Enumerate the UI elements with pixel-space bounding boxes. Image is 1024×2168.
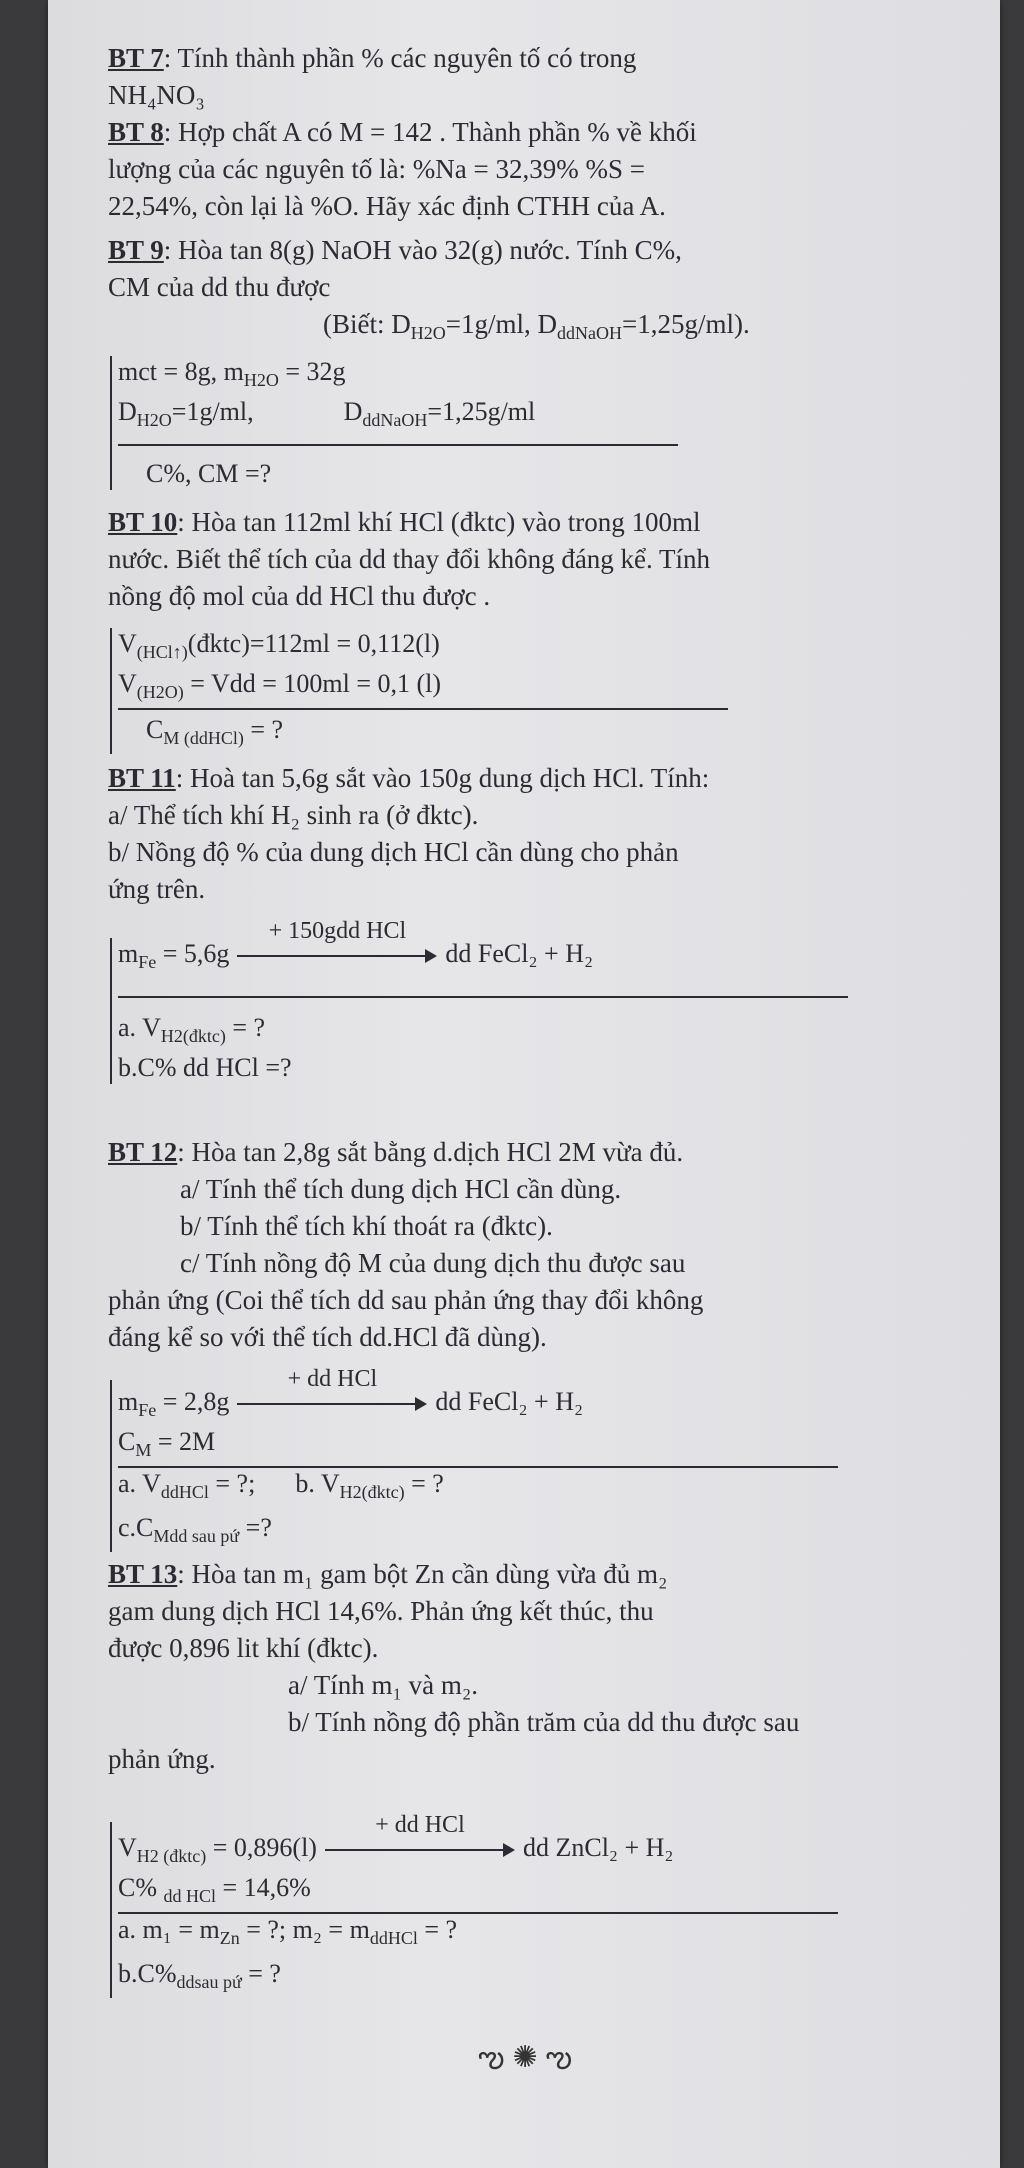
find-text: a. m₁ = m <box>118 1915 220 1944</box>
reaction-arrow <box>237 1366 427 1415</box>
given-text: V <box>118 1833 137 1862</box>
exercise-text: : Hòa tan 2,8g sắt bằng d.dịch HCl 2M vừa đủ. <box>177 1137 684 1167</box>
find <box>118 710 728 754</box>
given-sub: dd HCl <box>163 1886 217 1906</box>
given-sub: (HCl↑) <box>136 642 188 662</box>
given-text: D <box>343 397 363 426</box>
given-text: m <box>118 1387 139 1416</box>
given-sub: M <box>135 1440 152 1460</box>
find-text: b.C% dd HCl =? <box>118 1053 292 1082</box>
arrow-label: + 150gdd HCl <box>268 918 407 945</box>
exercise-text: gam dung dịch HCl 14,6%. Phản ứng kết thúc, thu <box>108 1596 654 1626</box>
find-text: = ? <box>241 1959 281 1988</box>
given-sub: Fe <box>138 1400 157 1420</box>
given-sub: ddNaOH <box>362 410 428 430</box>
exercise-text: nồng độ mol của dd HCl thu được . <box>108 581 491 611</box>
exercise-9-given <box>110 356 678 490</box>
exercise-formula: NH₄NO₃ <box>108 80 205 110</box>
worksheet-page <box>48 0 1000 2168</box>
exercise-text: lượng của các nguyên tố là: %Na = 32,39% %S = <box>108 154 645 184</box>
given-text: =1g/ml, <box>171 397 254 426</box>
exercise-text: b/ Tính thể tích khí thoát ra (đktc). <box>180 1211 553 1241</box>
exercise-13-given <box>110 1812 838 1998</box>
arrow-label: + dd HCl <box>287 1366 378 1393</box>
exercise-text: : Tính thành phần % các nguyên tố có trong <box>163 43 637 73</box>
exercise-7 <box>108 40 948 114</box>
reaction-arrow <box>325 1812 515 1861</box>
find-text: = ? <box>225 1013 266 1042</box>
exercise-text: đáng kể so với thể tích dd.HCl đã dùng). <box>108 1322 547 1352</box>
exercise-label: BT 12 <box>108 1137 178 1167</box>
find: C%, CM =? <box>146 459 272 488</box>
exercise-text: được 0,896 lit khí (đktc). <box>108 1633 379 1663</box>
exercise-12-given <box>110 1366 838 1552</box>
exercise-11 <box>108 760 948 908</box>
find-sub: Zn <box>219 1928 240 1948</box>
given-text: = Vdd = 100ml = 0,1 (l) <box>183 669 442 698</box>
given-text: = 32g <box>278 357 346 386</box>
find-sub: ddHCl <box>160 1482 209 1502</box>
find-sub: M (ddHCl) <box>163 728 244 748</box>
exercise-text: a/ Tính m₁ và m₂. <box>288 1670 479 1700</box>
reaction-arrow <box>237 918 437 967</box>
find-text: = ?; m₂ = m <box>239 1915 370 1944</box>
find-text: b. V <box>295 1469 340 1498</box>
find-sub: ddsau pứ <box>176 1972 242 1992</box>
given-sub: H2O <box>243 370 279 390</box>
find-text: C <box>146 715 164 744</box>
exercise-label: BT 7 <box>108 43 164 73</box>
given-sub: Fe <box>138 952 157 972</box>
find-sub: H2(đktc) <box>339 1482 405 1502</box>
exercise-9 <box>108 232 948 352</box>
exercise-text: : Hòa tan 8(g) NaOH vào 32(g) nước. Tính C%, <box>163 235 682 265</box>
note-text: =1,25g/ml). <box>621 309 750 339</box>
exercise-13 <box>108 1556 948 1778</box>
given-text: mct = 8g, m <box>118 357 244 386</box>
given-text: = 2M <box>151 1427 216 1456</box>
exercise-text: phản ứng (Coi thể tích dd sau phản ứng thay đổi không <box>108 1285 704 1315</box>
exercise-text: phản ứng. <box>108 1744 216 1774</box>
exercise-text: c/ Tính nồng độ M của dung dịch thu được sau <box>180 1248 686 1278</box>
exercise-note <box>108 306 948 352</box>
given-text: dd ZnCl₂ + H₂ <box>522 1833 674 1862</box>
given-text: =1,25g/ml <box>427 397 536 426</box>
exercise-text: : Hòa tan 112ml khí HCl (đktc) vào trong 100ml <box>177 507 701 537</box>
arrow-label: + dd HCl <box>375 1812 465 1839</box>
given-text: = 2,8g <box>156 1387 230 1416</box>
exercise-text: : Hòa tan m₁ gam bột Zn cần dùng vừa đủ m₂ <box>177 1559 668 1589</box>
exercise-text: b/ Tính nồng độ phần trăm của dd thu được sau <box>288 1707 800 1737</box>
find-text: =? <box>239 1513 272 1542</box>
find-text: = ?; <box>208 1469 256 1498</box>
exercise-label: BT 13 <box>108 1559 178 1589</box>
exercise-text: 22,54%, còn lại là %O. Hãy xác định CTHH của A. <box>108 191 666 221</box>
exercise-label: BT 11 <box>108 763 176 793</box>
exercise-text: a/ Thể tích khí H₂ sinh ra (ở đktc). <box>108 800 479 830</box>
given-text: dd FeCl₂ + H₂ <box>435 1387 584 1416</box>
given-text: = 0,896(l) <box>206 1833 317 1862</box>
given-text: C <box>118 1427 136 1456</box>
ornament-divider: ఌ✺ఌ <box>478 2041 581 2074</box>
find-sub: H2(đktc) <box>160 1026 226 1046</box>
given-sub: H2 (đktc) <box>136 1846 207 1866</box>
find-text: = ? <box>417 1915 458 1944</box>
given-sub: (H2O) <box>136 682 184 702</box>
find-text: b.C% <box>118 1959 177 1988</box>
note-text: =1g/ml, D <box>445 309 557 339</box>
note-sub: H2O <box>410 323 446 343</box>
exercise-10 <box>108 504 948 615</box>
given-text: V <box>118 629 137 658</box>
exercise-text: a/ Tính thể tích dung dịch HCl cần dùng. <box>180 1174 622 1204</box>
find-sub: Mdd sau pứ <box>153 1526 240 1546</box>
given-text: = 14,6% <box>216 1873 311 1902</box>
exercise-text: nước. Biết thể tích của dd thay đổi không đáng kể. Tính <box>108 544 711 574</box>
given-text: dd FeCl₂ + H₂ <box>445 939 594 968</box>
given-text: (đktc)=112ml = 0,112(l) <box>187 629 440 658</box>
exercise-11-given <box>110 918 848 1084</box>
exercise-text: b/ Nồng độ % của dung dịch HCl cần dùng cho phản <box>108 837 679 867</box>
exercise-label: BT 8 <box>108 117 164 147</box>
exercise-12 <box>108 1134 948 1356</box>
note-text: (Biết: D <box>323 309 411 339</box>
find-text: a. V <box>118 1013 161 1042</box>
given-text: C% <box>118 1873 164 1902</box>
exercise-label: BT 9 <box>108 235 164 265</box>
given-text: D <box>118 397 137 426</box>
exercise-text: ứng trên. <box>108 874 206 904</box>
find-text: = ? <box>404 1469 444 1498</box>
find-text: = ? <box>243 715 284 744</box>
exercise-10-given <box>110 628 728 754</box>
note-sub: ddNaOH <box>556 323 622 343</box>
exercise-text: : Hoà tan 5,6g sắt vào 150g dung dịch HCl. Tính: <box>175 763 710 793</box>
find-text: a. V <box>118 1469 161 1498</box>
find-sub: ddHCl <box>369 1928 418 1948</box>
exercise-text: CM của dd thu được <box>108 272 331 302</box>
given-sub: H2O <box>136 410 172 430</box>
exercise-text: : Hợp chất A có M = 142 . Thành phần % về khối <box>163 117 697 147</box>
given-text: m <box>118 939 139 968</box>
exercise-label: BT 10 <box>108 507 178 537</box>
given-text: V <box>118 669 137 698</box>
find-text: c.C <box>118 1513 154 1542</box>
given-text: = 5,6g <box>156 939 230 968</box>
exercise-8 <box>108 114 948 225</box>
